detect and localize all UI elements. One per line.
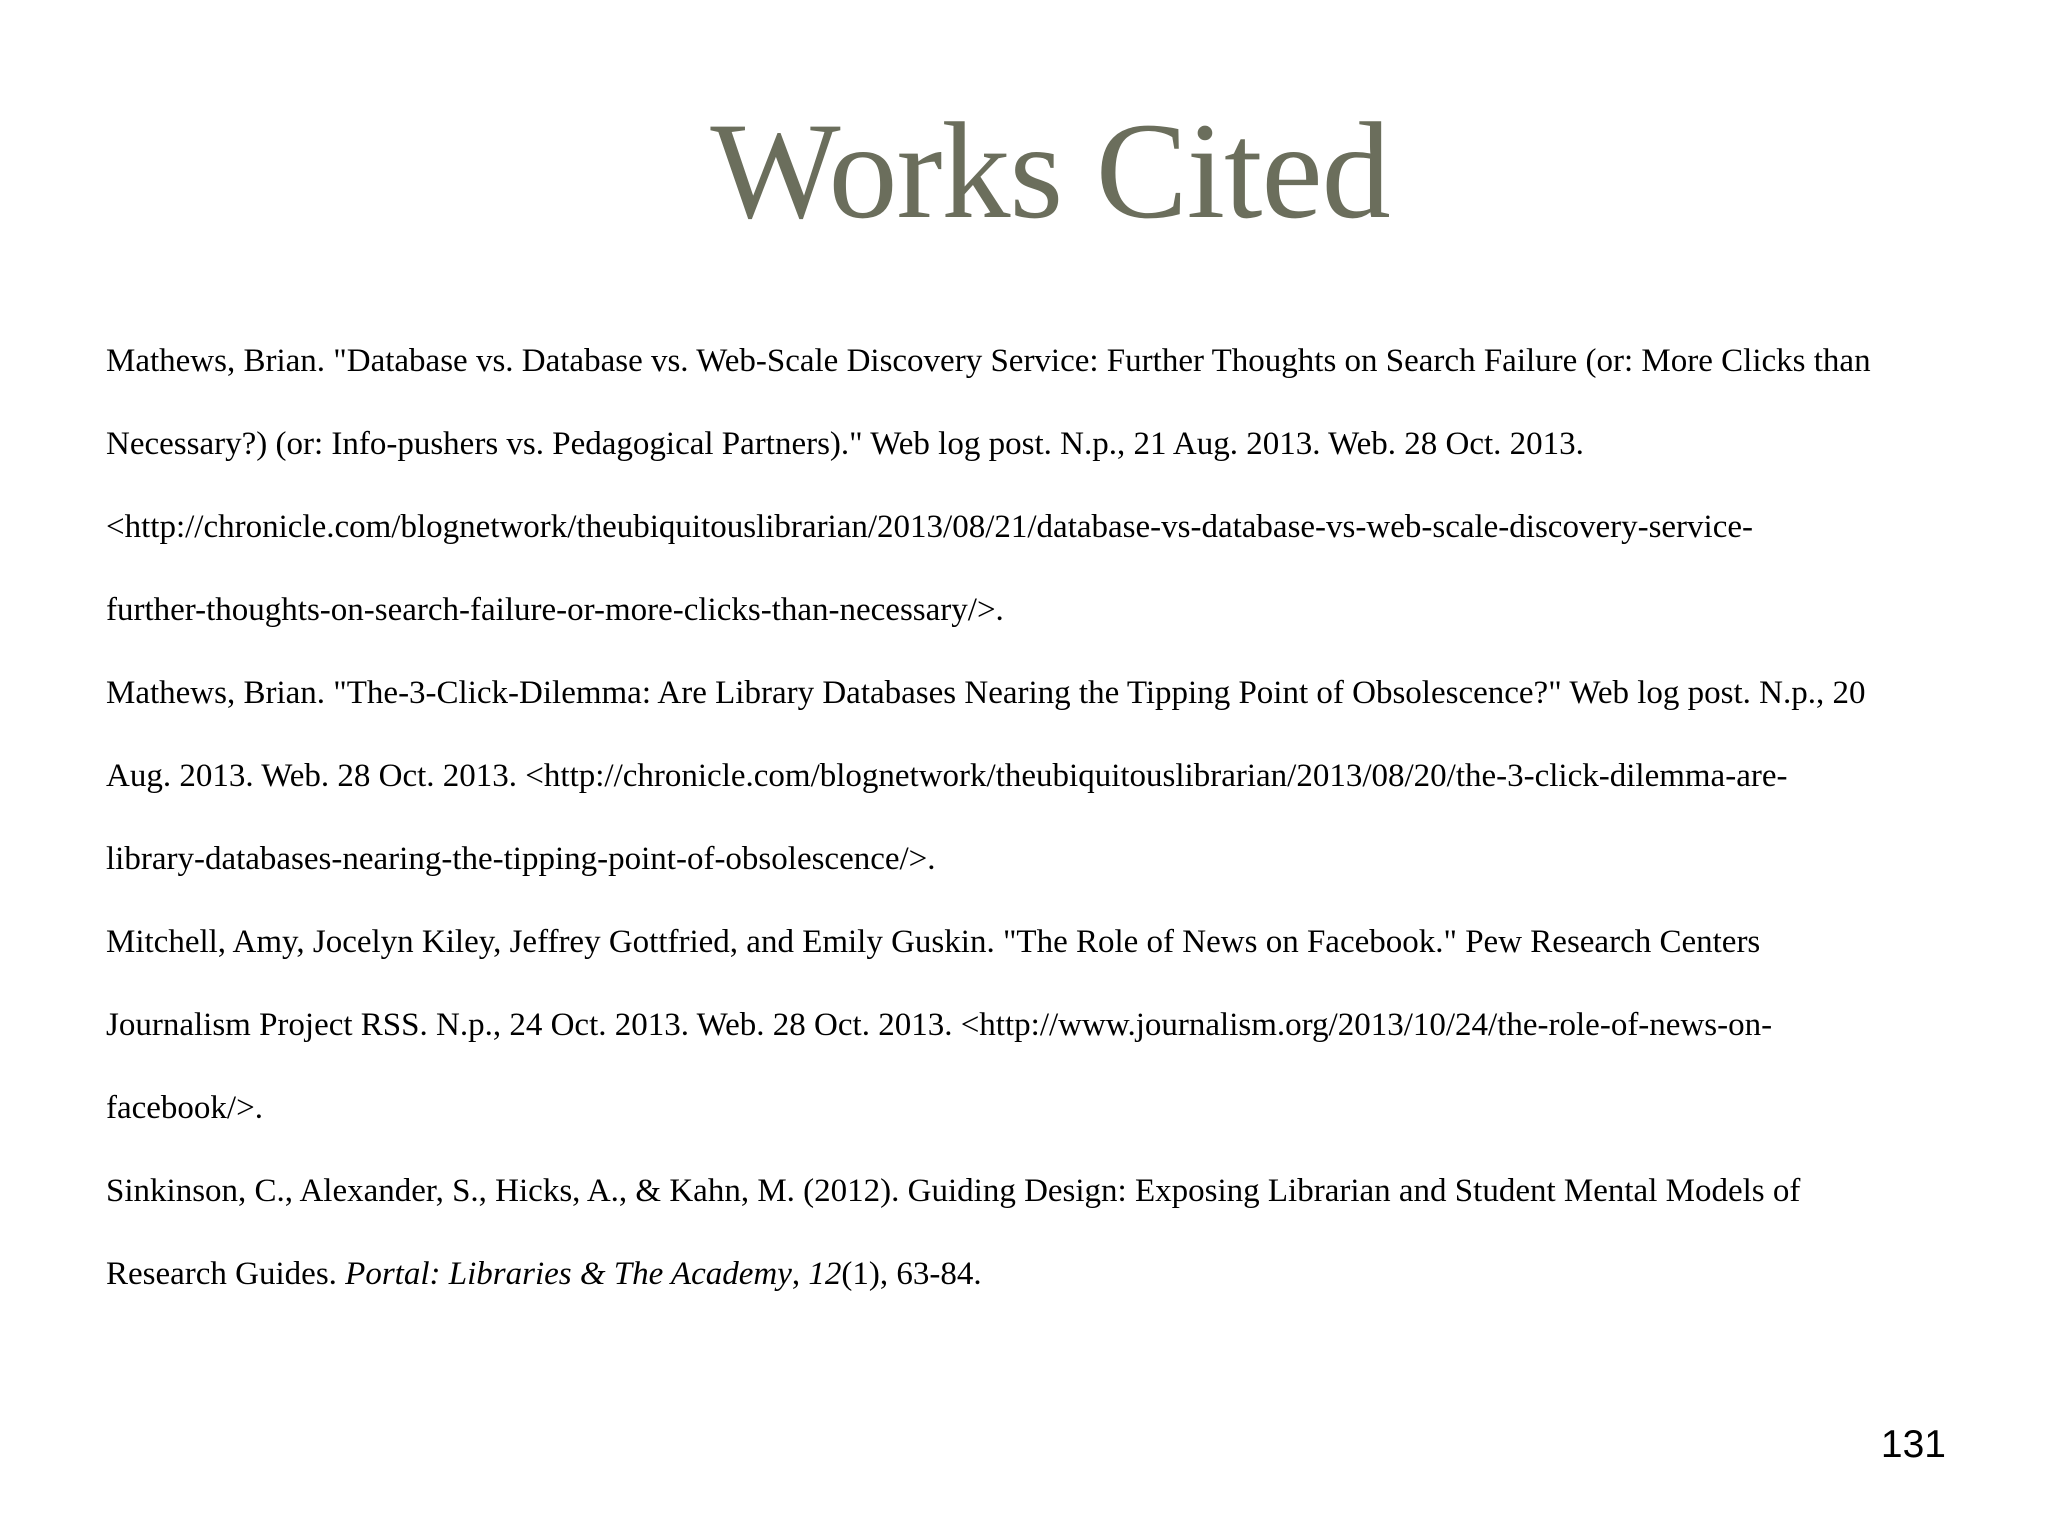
reference-entry — [106, 1150, 2006, 1316]
reference-line: Mitchell, Amy, Jocelyn Kiley, Jeffrey Gottfried, and Emily Guskin. "The Role of News on Facebook." Pew Research Centers — [106, 924, 1761, 960]
reference-line: Aug. 2013. Web. 28 Oct. 2013. <http://chronicle.com/blognetwork/theubiquitouslibrarian/2013/08/20/the-3-click-dilemma-are- — [106, 758, 1788, 794]
page-number: 131 — [1880, 1423, 1946, 1466]
references-list — [106, 320, 2006, 1316]
reference-line: Mathews, Brian. "The-3-Click-Dilemma: Are Library Databases Nearing the Tipping Point of Obsolescence?" Web log post. N.p., 20 — [106, 675, 1866, 711]
slide-title: Works Cited — [710, 94, 1390, 247]
journal-volume: 12 — [808, 1256, 842, 1292]
reference-line: <http://chronicle.com/blognetwork/theubiquitouslibrarian/2013/08/21/database-vs-database-vs-web-scale-discovery-service- — [106, 509, 1754, 545]
reference-line — [106, 1233, 2006, 1316]
reference-entry — [106, 652, 2006, 901]
reference-line: Sinkinson, C., Alexander, S., Hicks, A., & Kahn, M. (2012). Guiding Design: Exposing Librarian and Student Mental Models of — [106, 1173, 1801, 1209]
reference-line: Necessary?) (or: Info-pushers vs. Pedagogical Partners)." Web log post. N.p., 21 Aug. 2013. Web. 28 Oct. 2013. — [106, 426, 1584, 462]
reference-entry — [106, 901, 2006, 1150]
reference-text: , — [791, 1256, 809, 1292]
reference-text: Research Guides. — [106, 1256, 346, 1292]
reference-line: Mathews, Brian. "Database vs. Database vs. Web-Scale Discovery Service: Further Thoughts on Search Failure (or: More Clicks than — [106, 343, 1871, 379]
reference-line: Journalism Project RSS. N.p., 24 Oct. 2013. Web. 28 Oct. 2013. <http://www.journalism.org/2013/10/24/the-role-of-news-on- — [106, 1007, 1773, 1043]
reference-line: facebook/>. — [106, 1090, 263, 1126]
reference-entry — [106, 320, 2006, 652]
reference-line: library-databases-nearing-the-tipping-point-of-obsolescence/>. — [106, 841, 936, 877]
reference-text: (1), 63-84. — [841, 1256, 982, 1292]
journal-title: Portal: Libraries & The Academy — [345, 1256, 792, 1292]
reference-line: further-thoughts-on-search-failure-or-more-clicks-than-necessary/>. — [106, 592, 1004, 628]
